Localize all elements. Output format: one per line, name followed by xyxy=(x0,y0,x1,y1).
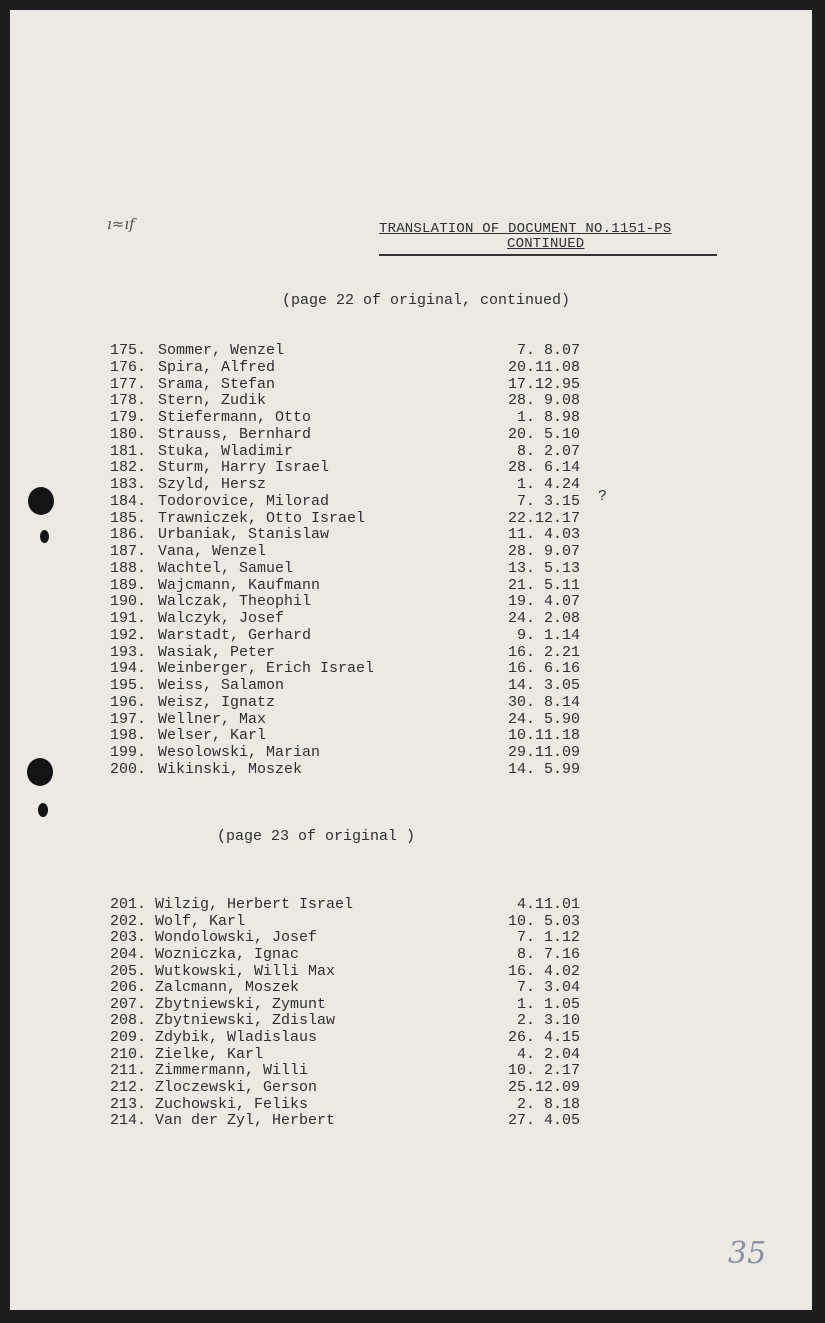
entry-name: Zdybik, Wladislaus xyxy=(155,1029,318,1047)
entry-birthdate: 10.11.18 xyxy=(507,727,580,745)
list-item xyxy=(110,644,580,661)
entry-name: Zbytniewski, Zymunt xyxy=(155,995,327,1013)
list-item xyxy=(110,996,580,1013)
entry-number: 205. xyxy=(110,962,147,980)
entry-birthdate: 8. 7.16 xyxy=(516,945,580,963)
entry-birthdate: 14. 3.05 xyxy=(507,677,580,694)
entry-name: Stern, Zudik xyxy=(158,392,267,410)
entry-number: 178. xyxy=(110,392,147,410)
list-item xyxy=(110,577,580,594)
entry-name: Wikinski, Moszek xyxy=(158,760,303,778)
entry-birthdate: 1. 8.98 xyxy=(516,409,580,426)
entry-number: 181. xyxy=(110,442,147,460)
entry-birthdate: 16. 6.16 xyxy=(507,660,580,678)
punch-hole xyxy=(27,758,53,786)
list-item xyxy=(110,1112,580,1129)
list-item xyxy=(110,459,580,476)
list-item xyxy=(110,694,580,711)
page-number: 35 xyxy=(728,1236,767,1271)
entry-name: Sommer, Wenzel xyxy=(158,342,285,359)
entry-name: Van der Zyl, Herbert xyxy=(155,1112,336,1130)
entry-number: 214. xyxy=(110,1112,147,1130)
entry-number: 204. xyxy=(110,945,147,963)
entry-number: 211. xyxy=(110,1062,147,1080)
entry-number: 196. xyxy=(110,693,147,711)
list-item xyxy=(110,376,580,393)
entry-birthdate: 7. 8.07 xyxy=(516,342,580,359)
entry-birthdate: 26. 4.15 xyxy=(507,1029,580,1047)
list-item xyxy=(110,392,580,409)
entry-name: Zuchowski, Feliks xyxy=(155,1095,309,1113)
entry-birthdate: 29.11.09 xyxy=(507,744,580,761)
entry-number: 190. xyxy=(110,593,147,611)
entry-number: 186. xyxy=(110,526,147,544)
entry-name: Warstadt, Gerhard xyxy=(158,626,312,644)
entry-name: Sturm, Harry Israel xyxy=(158,459,330,477)
entry-birthdate: 2. 8.18 xyxy=(516,1095,580,1113)
list-item xyxy=(110,476,580,493)
entry-number: 212. xyxy=(110,1079,147,1097)
list-item xyxy=(110,1029,580,1046)
entry-birthdate: 4.11.01 xyxy=(516,896,580,913)
entry-name: Trawniczek, Otto Israel xyxy=(158,509,366,527)
list-item xyxy=(110,493,580,510)
entry-birthdate: 21. 5.11 xyxy=(507,576,580,594)
entry-name: Wesolowski, Marian xyxy=(158,744,321,761)
list-item xyxy=(110,359,580,376)
punch-hole-mark xyxy=(38,803,48,817)
entry-number: 192. xyxy=(110,626,147,644)
entry-birthdate: 19. 4.07 xyxy=(507,593,580,611)
list-item xyxy=(110,896,580,913)
entry-birthdate: 11. 4.03 xyxy=(507,526,580,544)
entry-name: Wilzig, Herbert Israel xyxy=(155,896,354,913)
entry-number: 183. xyxy=(110,476,147,493)
entry-number: 209. xyxy=(110,1029,147,1047)
list-item xyxy=(110,543,580,560)
entry-birthdate: 25.12.09 xyxy=(507,1079,580,1097)
entry-number: 185. xyxy=(110,509,147,527)
entry-birthdate: 28. 9.08 xyxy=(507,392,580,410)
entry-name: Zloczewski, Gerson xyxy=(155,1079,318,1097)
list-item xyxy=(110,342,580,359)
entry-name: Wachtel, Samuel xyxy=(158,559,294,577)
entry-number: 195. xyxy=(110,677,147,694)
entry-number: 191. xyxy=(110,610,147,627)
entry-name: Wajcmann, Kaufmann xyxy=(158,576,321,594)
list-item xyxy=(110,1012,580,1029)
punch-hole-mark xyxy=(40,530,49,543)
entry-birthdate: 10. 2.17 xyxy=(507,1062,580,1080)
entry-name: Strauss, Bernhard xyxy=(158,425,312,443)
entry-birthdate: 7. 3.04 xyxy=(516,979,580,997)
entry-name: Spira, Alfred xyxy=(158,358,276,376)
entry-birthdate: 17.12.95 xyxy=(507,375,580,393)
punch-hole xyxy=(28,487,54,515)
entry-number: 199. xyxy=(110,744,147,761)
list-item xyxy=(110,560,580,577)
entry-number: 208. xyxy=(110,1012,147,1030)
entry-birthdate: 14. 5.99 xyxy=(507,760,580,778)
entry-number: 203. xyxy=(110,929,147,947)
header-title: TRANSLATION OF DOCUMENT NO.1151-PS xyxy=(379,221,672,237)
question-mark-annotation: ? xyxy=(598,488,608,505)
entry-birthdate: 16. 2.21 xyxy=(507,643,580,661)
entry-name: Welser, Karl xyxy=(158,727,267,745)
entry-number: 207. xyxy=(110,995,147,1013)
list-item xyxy=(110,1079,580,1096)
header-subtitle: CONTINUED xyxy=(507,236,585,252)
entry-name: Weiss, Salamon xyxy=(158,677,285,694)
entry-number: 206. xyxy=(110,979,147,997)
list-item xyxy=(110,711,580,728)
document-page xyxy=(10,10,812,1310)
entry-name: Wondolowski, Josef xyxy=(155,929,318,947)
entry-birthdate: 10. 5.03 xyxy=(507,912,580,930)
entry-number: 189. xyxy=(110,576,147,594)
entry-birthdate: 7. 1.12 xyxy=(516,929,580,947)
entry-birthdate: 4. 2.04 xyxy=(516,1045,580,1063)
entry-name: Wellner, Max xyxy=(158,710,267,728)
entry-name: Stiefermann, Otto xyxy=(158,409,312,426)
entry-number: 194. xyxy=(110,660,147,678)
entry-number: 180. xyxy=(110,425,147,443)
entry-name: Wolf, Karl xyxy=(155,912,246,930)
list-item xyxy=(110,526,580,543)
page-note-22: (page 22 of original, continued) xyxy=(282,292,571,309)
list-item xyxy=(110,946,580,963)
entry-birthdate: 28. 6.14 xyxy=(507,459,580,477)
entry-name: Weinberger, Erich Israel xyxy=(158,660,375,678)
page-note-23: (page 23 of original ) xyxy=(217,828,416,845)
entry-birthdate: 28. 9.07 xyxy=(507,543,580,560)
entry-name: Walczyk, Josef xyxy=(158,610,285,627)
list-item xyxy=(110,963,580,980)
entry-name: Wutkowski, Willi Max xyxy=(155,962,336,980)
entry-number: 200. xyxy=(110,760,147,778)
entry-birthdate: 1. 1.05 xyxy=(516,995,580,1013)
entry-birthdate: 2. 3.10 xyxy=(516,1012,580,1030)
list-item xyxy=(110,727,580,744)
entry-birthdate: 9. 1.14 xyxy=(516,626,580,644)
entry-birthdate: 24. 2.08 xyxy=(507,610,580,627)
entry-name: Stuka, Wladimir xyxy=(158,442,294,460)
entry-name: Weisz, Ignatz xyxy=(158,693,276,711)
list-item xyxy=(110,1062,580,1079)
list-item xyxy=(110,1096,580,1113)
entry-birthdate: 8. 2.07 xyxy=(516,442,580,460)
list-item xyxy=(110,677,580,694)
list-item xyxy=(110,510,580,527)
list-item xyxy=(110,660,580,677)
entry-number: 201. xyxy=(110,896,147,913)
entry-birthdate: 22.12.17 xyxy=(507,509,580,527)
entry-number: 193. xyxy=(110,643,147,661)
entry-birthdate: 20. 5.10 xyxy=(507,425,580,443)
list-item xyxy=(110,426,580,443)
entry-number: 175. xyxy=(110,342,147,359)
entry-name: Srama, Stefan xyxy=(158,375,276,393)
list-item xyxy=(110,627,580,644)
list-item xyxy=(110,761,580,778)
entry-birthdate: 27. 4.05 xyxy=(507,1112,580,1130)
entry-list-page-23 xyxy=(110,896,580,1129)
entry-name: Urbaniak, Stanislaw xyxy=(158,526,330,544)
entry-number: 184. xyxy=(110,492,147,510)
entry-number: 198. xyxy=(110,727,147,745)
header-rule xyxy=(379,254,717,256)
list-item xyxy=(110,929,580,946)
entry-number: 213. xyxy=(110,1095,147,1113)
entry-name: Wozniczka, Ignac xyxy=(155,945,300,963)
entry-birthdate: 30. 8.14 xyxy=(507,693,580,711)
entry-name: Todorovice, Milorad xyxy=(158,492,330,510)
list-item xyxy=(110,409,580,426)
entry-number: 188. xyxy=(110,559,147,577)
entry-number: 202. xyxy=(110,912,147,930)
entry-birthdate: 16. 4.02 xyxy=(507,962,580,980)
list-item xyxy=(110,744,580,761)
list-item xyxy=(110,979,580,996)
document-header xyxy=(379,222,719,252)
entry-name: Szyld, Hersz xyxy=(158,476,267,493)
list-item xyxy=(110,1046,580,1063)
entry-number: 179. xyxy=(110,409,147,426)
entry-birthdate: 24. 5.90 xyxy=(507,710,580,728)
entry-name: Vana, Wenzel xyxy=(158,543,267,560)
entry-number: 182. xyxy=(110,459,147,477)
entry-name: Zalcmann, Moszek xyxy=(155,979,300,997)
list-item xyxy=(110,443,580,460)
entry-name: Walczak, Theophil xyxy=(158,593,312,611)
entry-birthdate: 1. 4.24 xyxy=(516,476,580,493)
entry-birthdate: 7. 3.15 xyxy=(516,492,580,510)
entry-name: Zbytniewski, Zdislaw xyxy=(155,1012,336,1030)
stamp-marker: ı≈ıf xyxy=(107,215,135,233)
entry-number: 197. xyxy=(110,710,147,728)
entry-birthdate: 20.11.08 xyxy=(507,358,580,376)
entry-number: 210. xyxy=(110,1045,147,1063)
list-item xyxy=(110,913,580,930)
entry-name: Wasiak, Peter xyxy=(158,643,276,661)
entry-birthdate: 13. 5.13 xyxy=(507,559,580,577)
entry-number: 176. xyxy=(110,358,147,376)
list-item xyxy=(110,593,580,610)
entry-list-page-22 xyxy=(110,342,580,778)
entry-name: Zielke, Karl xyxy=(155,1045,264,1063)
entry-number: 187. xyxy=(110,543,147,560)
list-item xyxy=(110,610,580,627)
entry-number: 177. xyxy=(110,375,147,393)
entry-name: Zimmermann, Willi xyxy=(155,1062,309,1080)
